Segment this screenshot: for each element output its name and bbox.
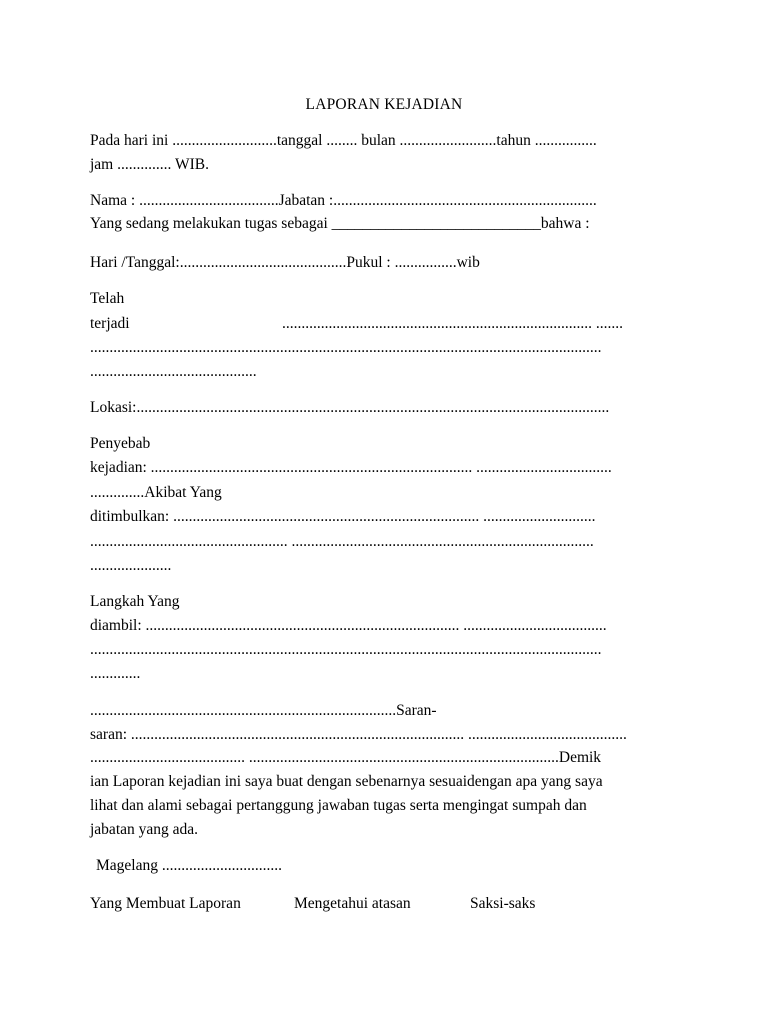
line-day-date-hour: Hari /Tanggal:...........................................Pukul : ................wib bbox=[90, 254, 480, 271]
line-saran: saran: ...................................................................................... ......................................... bbox=[90, 726, 627, 743]
line-ditimbulkan: ditimbulkan: ............................................................................... ............................. bbox=[90, 508, 596, 525]
line-langkah: Langkah Yang bbox=[90, 593, 180, 610]
signature-reporter: Yang Membuat Laporan bbox=[90, 895, 241, 912]
line-name-position: Nama : ....................................Jabatan :.................................................................... bbox=[90, 192, 597, 209]
line-saran-head: ...............................................................................Saran- bbox=[90, 702, 437, 719]
line-terjadi-dots: ................................................................................ ....... bbox=[282, 315, 623, 332]
signature-supervisor: Mengetahui atasan bbox=[294, 895, 411, 912]
line-terjadi-cont-1: .................................................................................................................................... bbox=[90, 339, 602, 356]
line-akibat: ..............Akibat Yang bbox=[90, 484, 222, 501]
line-closing-3: jabatan yang ada. bbox=[90, 821, 199, 838]
line-duty: Yang sedang melakukan tugas sebagai ___________________________bahwa : bbox=[90, 215, 590, 232]
line-time-field: jam .............. WIB. bbox=[90, 156, 209, 173]
line-terjadi-label: terjadi bbox=[90, 315, 130, 332]
line-telah: Telah bbox=[90, 290, 125, 307]
line-date-fields: Pada hari ini ...........................tanggal ........ bulan .........................tahun ................ bbox=[90, 132, 597, 149]
document-title: LAPORAN KEJADIAN bbox=[305, 96, 463, 113]
line-langkah-cont-2: ............. bbox=[90, 665, 141, 682]
line-akibat-cont-2: ..................... bbox=[90, 557, 172, 574]
line-place-date: Magelang ............................... bbox=[96, 857, 282, 874]
line-penyebab: Penyebab bbox=[90, 435, 151, 452]
signature-witness: Saksi-saks bbox=[470, 895, 536, 912]
line-terjadi-cont-2: ........................................... bbox=[90, 363, 257, 380]
line-akibat-cont-1: ................................................... .............................................................................. bbox=[90, 533, 594, 550]
line-lokasi: Lokasi:.......................................................................................................................... bbox=[90, 399, 610, 416]
line-closing-2: lihat dan alami sebagai pertanggung jawaban tugas serta mengingat sumpah dan bbox=[90, 797, 587, 814]
line-kejadian: kejadian: ................................................................................... ................................... bbox=[90, 459, 612, 476]
line-closing-1: ian Laporan kejadian ini saya buat dengan sebenarnya sesuaidengan apa yang saya bbox=[90, 773, 603, 790]
line-saran-cont: ........................................ ................................................................................Demik bbox=[90, 749, 602, 766]
line-langkah-cont-1: .................................................................................................................................... bbox=[90, 641, 602, 658]
line-diambil: diambil: ................................................................................. ..................................... bbox=[90, 617, 607, 634]
